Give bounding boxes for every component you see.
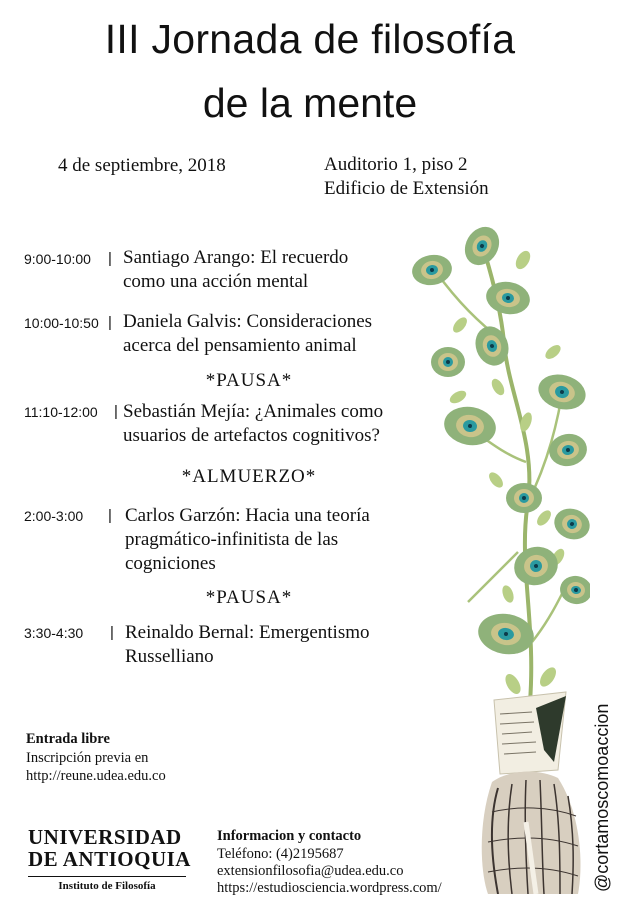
session-title: acerca del pensamiento animal xyxy=(123,335,357,356)
separator: | xyxy=(114,403,118,420)
session-title: Reinaldo Bernal: Emergentismo xyxy=(125,622,370,643)
contact-website[interactable]: https://estudiosciencia.wordpress.com/ xyxy=(217,880,442,896)
session-title: Sebastián Mejía: ¿Animales como xyxy=(123,401,384,422)
event-date: 4 de septiembre, 2018 xyxy=(58,155,226,176)
session-title: como una acción mental xyxy=(123,271,309,292)
event-title-line1: III Jornada de filosofía xyxy=(104,16,516,62)
session-title: pragmático-infinitista de las xyxy=(125,529,339,550)
separator: | xyxy=(108,507,112,524)
session-time: 3:30-4:30 xyxy=(24,625,84,641)
break-label: *PAUSA* xyxy=(205,587,293,608)
artist-handle xyxy=(590,703,614,892)
logo-subtitle: Instituto de Filosofía xyxy=(58,880,156,892)
venue-line1: Auditorio 1, piso 2 xyxy=(324,154,468,175)
session-title: usuarios de artefactos cognitivos? xyxy=(123,425,380,446)
lunch-label: *ALMUERZO* xyxy=(181,466,317,487)
session-time: 9:00-10:00 xyxy=(24,251,91,267)
registration-heading: Entrada libre xyxy=(26,731,110,747)
paper-fragment xyxy=(494,692,566,774)
event-title-line2: de la mente xyxy=(202,80,418,126)
logo-line2: DE ANTIOQUIA xyxy=(28,847,191,871)
collage-illustration xyxy=(408,222,590,894)
artist-handle-text: @cortamoscomoaccion xyxy=(592,703,612,892)
break-label: *PAUSA* xyxy=(205,370,293,391)
figure-body xyxy=(482,772,581,894)
registration-text: Inscripción previa en xyxy=(26,750,149,766)
contact-email[interactable]: extensionfilosofia@udea.edu.co xyxy=(217,863,404,879)
separator: | xyxy=(108,314,112,331)
separator: | xyxy=(110,624,114,641)
session-title: cogniciones xyxy=(125,553,216,574)
university-logo xyxy=(28,826,191,870)
session-time: 10:00-10:50 xyxy=(24,315,99,331)
peacock-eye-leaves xyxy=(410,222,590,659)
session-title: Santiago Arango: El recuerdo xyxy=(123,247,349,268)
session-title: Daniela Galvis: Consideraciones xyxy=(123,311,373,332)
session-title: Russelliano xyxy=(125,646,214,667)
registration-url[interactable]: http://reune.udea.edu.co xyxy=(26,768,166,784)
session-time: 11:10-12:00 xyxy=(24,404,98,420)
contact-phone: Teléfono: (4)2195687 xyxy=(217,846,344,862)
session-title: Carlos Garzón: Hacia una teoría xyxy=(125,505,370,526)
venue-line2: Edificio de Extensión xyxy=(324,178,489,199)
logo-line1: UNIVERSIDAD xyxy=(28,825,182,849)
contact-heading: Informacion y contacto xyxy=(217,828,362,844)
separator: | xyxy=(108,250,112,267)
session-time: 2:00-3:00 xyxy=(24,508,84,524)
logo-divider xyxy=(28,876,186,877)
